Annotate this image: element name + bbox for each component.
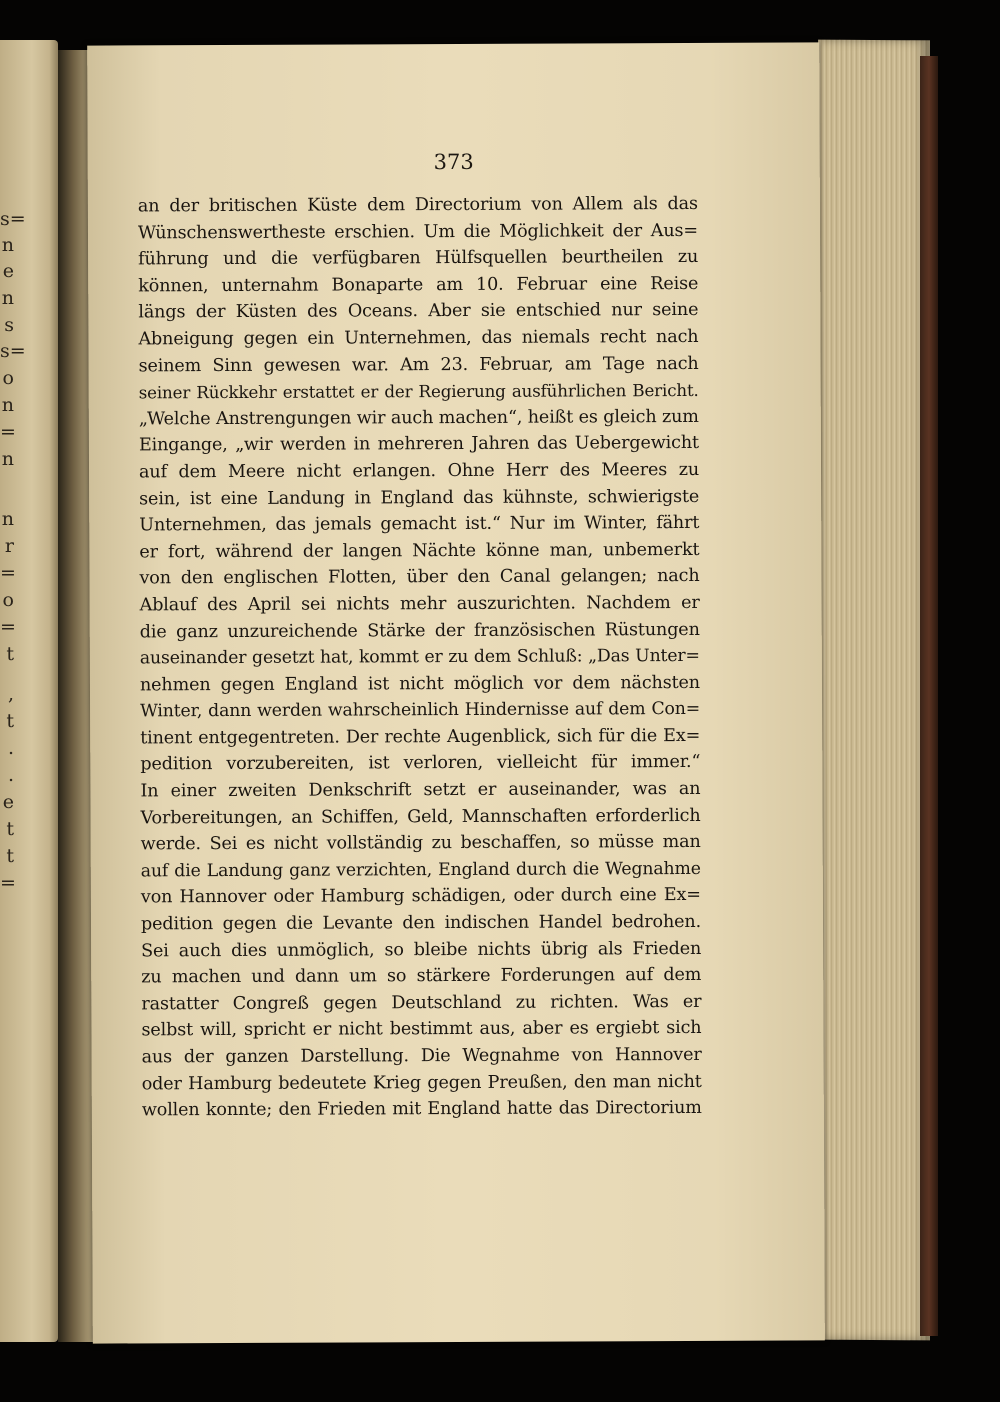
text-line: Ablauf des April sei nichts mehr auszurichten. Nachdem er <box>139 592 700 616</box>
text-line: tinent entgegentreten. Der rechte Augenblick, sich für die Ex= <box>140 725 701 749</box>
text-line: rastatter Congreß gegen Deutschland zu richten. Was er <box>141 991 702 1015</box>
left-page-fragment: o <box>2 367 14 389</box>
text-line: an der britischen Küste dem Directorium von Allem als das <box>137 193 698 217</box>
left-page-fragment: t <box>6 710 14 732</box>
text-line: nehmen gegen England ist nicht möglich vor dem nächsten <box>139 672 701 696</box>
text-line: er fort, während der langen Nächte könne man, unbemerkt <box>139 539 700 563</box>
left-page-fragment: n <box>1 448 14 470</box>
text-line: längs der Küsten des Oceans. Aber sie entschied nur seine <box>138 300 699 323</box>
text-line: Wünschenswertheste erschien. Um die Möglichkeit der Aus= <box>137 220 699 243</box>
text-line: Eingange, „wir werden in mehreren Jahren das Uebergewicht <box>138 433 699 456</box>
left-page-fragment: = <box>0 872 16 894</box>
text-line: zu machen und dann um so stärkere Forderungen auf dem <box>141 965 702 988</box>
text-line: können, unternahm Bonaparte am 10. Februar eine Reise <box>138 273 699 297</box>
text-line: In einer zweiten Denkschrift setzt er auseinander, was an <box>140 778 701 802</box>
left-page-fragment: = <box>0 616 16 638</box>
text-line: auf dem Meere nicht erlangen. Ohne Herr des Meeres zu <box>138 459 700 483</box>
book-page <box>87 42 825 1343</box>
left-page-fragment: t <box>6 845 14 867</box>
text-line: auseinander gesetzt hat, kommt er zu dem Schluß: „Das Unter= <box>139 646 700 669</box>
text-line: „Welche Anstrengungen wir auch machen“, heißt es gleich zum <box>138 406 699 430</box>
text-line: pedition gegen die Levante den indischen Handel bedrohen. <box>140 911 702 935</box>
page-number: 373 <box>433 149 474 175</box>
left-page-fragment: s= <box>0 208 26 230</box>
text-line: selbst will, spricht er nicht bestimmt aus, aber es ergiebt sich <box>141 1018 702 1041</box>
text-line: pedition vorzubereiten, ist verloren, vielleicht für immer.“ <box>140 752 701 775</box>
text-line: aus der ganzen Darstellung. Die Wegnahme von Hannover <box>141 1044 702 1068</box>
text-line: Sei auch dies unmöglich, so bleibe nichts übrig als Frieden <box>141 938 702 962</box>
text-line: oder Hamburg bedeutete Krieg gegen Preußen, den man nicht <box>141 1071 702 1094</box>
left-page-fragment: n <box>1 508 14 530</box>
left-page-fragment: o <box>2 589 14 611</box>
left-page-fragment: = <box>0 421 16 443</box>
text-line: auf die Landung ganz verzichten, England durch die Wegnahme <box>140 858 701 882</box>
left-page-fragment: . <box>7 764 14 786</box>
text-line: sein, ist eine Landung in England das kühnste, schwierigste <box>139 486 700 509</box>
text-line: werde. Sei es nicht vollständig zu beschaffen, so müsse man <box>140 832 701 855</box>
text-line: seinem Sinn gewesen war. Am 23. Februar, am Tage nach <box>138 353 699 376</box>
left-page-fragment: e <box>2 260 14 282</box>
left-page-fragment: t <box>6 643 14 665</box>
book-cover-edge <box>920 56 938 1336</box>
left-page-edge <box>0 40 58 1342</box>
page-body-text <box>138 191 702 1124</box>
page-edges <box>818 40 930 1341</box>
left-page-fragment: , <box>7 683 14 705</box>
text-line: von Hannover oder Hamburg schädigen, oder durch eine Ex= <box>140 885 701 908</box>
left-page-fragment: r <box>4 535 14 557</box>
left-page-fragment: s= <box>0 340 26 362</box>
text-line: seiner Rückkehr erstattet er der Regierung ausführlichen Bericht. <box>138 380 699 403</box>
text-line: Winter, dann werden wahrscheinlich Hindernisse auf dem Con= <box>140 699 701 722</box>
left-page-fragment: n <box>1 394 14 416</box>
text-line: von den englischen Flotten, über den Canal gelangen; nach <box>139 566 700 589</box>
left-page-fragment: t <box>6 818 14 840</box>
left-page-fragment: s <box>4 314 14 336</box>
left-page-fragment: . <box>7 737 14 759</box>
left-page-fragment: n <box>1 287 14 309</box>
text-line: führung und die verfügbaren Hülfsquellen beurtheilen zu <box>138 247 699 270</box>
text-line: wollen konnte; den Frieden mit England hatte das Directorium <box>141 1098 702 1121</box>
left-page-fragment: n <box>1 234 14 256</box>
text-line: Unternehmen, das jemals gemacht ist.“ Nur im Winter, fährt <box>139 513 700 536</box>
left-page-fragment: e <box>2 791 14 813</box>
left-page-fragment: = <box>0 562 16 584</box>
text-line: Vorbereitungen, an Schiffen, Geld, Mannschaften erforderlich <box>140 805 701 829</box>
text-line: Abneigung gegen ein Unternehmen, das niemals recht nach <box>138 326 699 350</box>
text-line: die ganz unzureichende Stärke der französischen Rüstungen <box>139 619 700 642</box>
